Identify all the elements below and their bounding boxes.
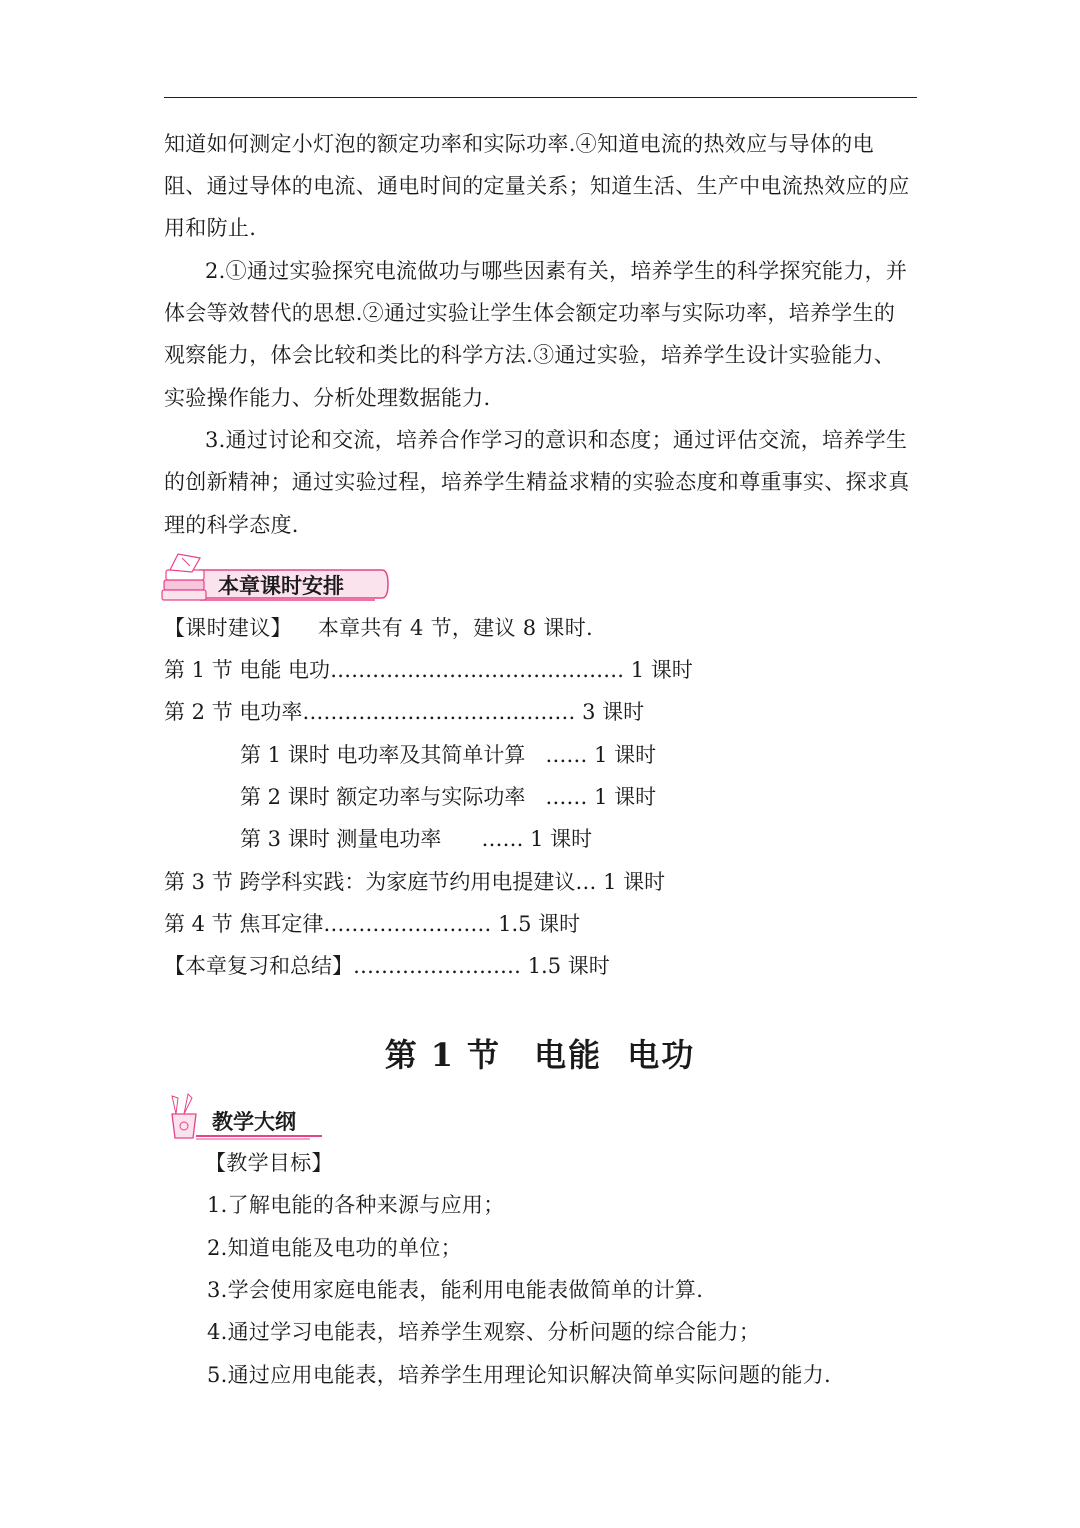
toc-row: 第 3 节 跨学科实践：为家庭节约用电提建议… 1 课时 <box>164 870 666 894</box>
toc-row: 【本章复习和总结】…………………… 1.5 课时 <box>164 954 610 978</box>
paragraph-line: 2.①通过实验探究电流做功与哪些因素有关，培养学生的科学探究能力，并 <box>205 259 908 283</box>
goal-item: 1.了解电能的各种来源与应用； <box>207 1193 505 1217</box>
goal-item: 2.知道电能及电功的单位； <box>207 1236 462 1260</box>
goal-item: 5.通过应用电能表，培养学生用理论知识解决简单实际问题的能力. <box>207 1363 832 1387</box>
suggestion-label: 【课时建议】 <box>164 616 292 640</box>
paragraph-line: 理的科学态度. <box>164 513 299 537</box>
section-title: 第 1 节 电能 电功 <box>384 1036 696 1074</box>
header-rule <box>164 97 917 98</box>
toc-row: 第 4 节 焦耳定律…………………… 1.5 课时 <box>164 912 581 936</box>
toc-row: 第 2 节 电功率………………………………… 3 课时 <box>164 700 645 724</box>
paragraph-line: 用和防止. <box>164 216 257 240</box>
paragraph-line: 知道如何测定小灯泡的额定功率和实际功率.④知道电流的热效应与导体的电 <box>164 132 874 156</box>
toc-row: 第 1 节 电能 电功…………………………………… 1 课时 <box>164 658 693 682</box>
schedule-banner-label: 本章课时安排 <box>218 574 344 598</box>
goal-item: 3.学会使用家庭电能表，能利用电能表做简单的计算. <box>207 1278 704 1302</box>
toc-row: 第 2 课时 额定功率与实际功率 …… 1 课时 <box>240 785 657 809</box>
schedule-suggestion <box>164 607 593 649</box>
paragraph-line: 体会等效替代的思想.②通过实验让学生体会额定功率与实际功率，培养学生的 <box>164 301 896 325</box>
outline-banner <box>160 1092 330 1142</box>
suggestion-text: 本章共有 4 节，建议 8 课时. <box>317 616 594 640</box>
toc-row: 第 3 课时 测量电功率 …… 1 课时 <box>240 827 593 851</box>
schedule-banner <box>160 548 390 604</box>
paragraph-line: 观察能力，体会比较和类比的科学方法.③通过实验，培养学生设计实验能力、 <box>164 343 896 367</box>
paragraph-line: 3.通过讨论和交流，培养合作学习的意识和态度；通过评估交流，培养学生 <box>205 428 908 452</box>
goals-label: 【教学目标】 <box>205 1151 333 1175</box>
paragraph-line: 的创新精神；通过实验过程，培养学生精益求精的实验态度和尊重事实、探求真 <box>164 470 910 494</box>
toc-row: 第 1 课时 电功率及其简单计算 …… 1 课时 <box>240 743 657 767</box>
paragraph-line: 阻、通过导体的电流、通电时间的定量关系；知道生活、生产中电流热效应的应 <box>164 174 910 198</box>
paragraph-line: 实验操作能力、分析处理数据能力. <box>164 386 491 410</box>
outline-banner-label: 教学大纲 <box>212 1110 296 1134</box>
goal-item: 4.通过学习电能表，培养学生观察、分析问题的综合能力； <box>207 1320 761 1344</box>
